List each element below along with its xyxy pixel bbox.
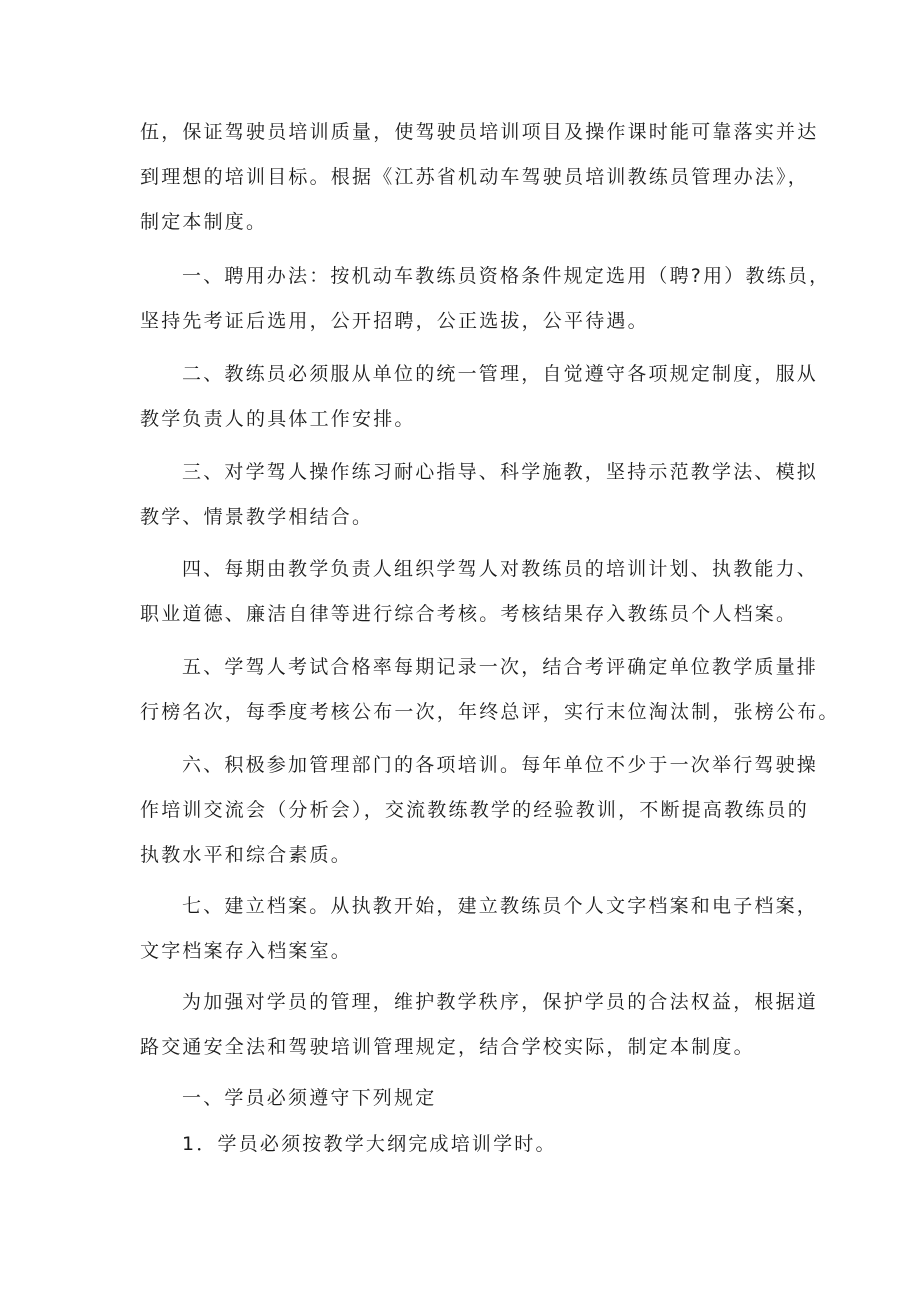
text-line: 作培训交流会（分析会），交流教练教学的经验教训，不断提高教练员的 (140, 799, 809, 821)
paragraph-student-rule-1 (140, 1122, 785, 1167)
paragraph-item-4-assessment (140, 547, 819, 637)
text-line: 七、建立档案。从执教开始，建立教练员个人文字档案和电子档案， (182, 895, 819, 917)
text-line: 文字档案存入档案室。 (140, 940, 353, 962)
text-line: 坚持先考证后选用，公开招聘，公正选拔，公平待遇。 (140, 310, 649, 332)
text-line: 制定本制度。 (140, 211, 268, 233)
paragraph-item-7-archives (140, 884, 819, 974)
text-line: 行榜名次，每季度考核公布一次，年终总评，实行末位淘汰制，张榜公布。 (140, 701, 840, 723)
text-line: 为加强对学员的管理，维护教学秩序，保护学员的合法权益，根据道 (182, 991, 819, 1013)
text-line: 路交通安全法和驾驶培训管理规定，结合学校实际，制定本制度。 (140, 1036, 755, 1058)
text-line: 一、学员必须遵守下列规定 (182, 1087, 437, 1109)
text-line: 教学负责人的具体工作安排。 (140, 408, 416, 430)
text-line: 职业道德、廉洁自律等进行综合考核。考核结果存入教练员个人档案。 (140, 603, 798, 625)
text-line: 四、每期由教学负责人组织学驾人对教练员的培训计划、执教能力、 (182, 558, 819, 580)
text-line: 到理想的培训目标。根据《江苏省机动车驾驶员培训教练员管理办法》， (140, 166, 809, 188)
paragraph-item-5-pass-rate (140, 645, 840, 735)
text-line: 二、教练员必须服从单位的统一管理，自觉遵守各项规定制度，服从 (182, 363, 819, 385)
text-line: 1．学员必须按教学大纲完成培训学时。 (182, 1133, 557, 1155)
text-line: 六、积极参加管理部门的各项培训。每年单位不少于一次举行驾驶操 (182, 754, 819, 776)
paragraph-intro-continuation (140, 110, 819, 245)
paragraph-student-rules-intro (140, 980, 819, 1070)
paragraph-item-3-guidance (140, 450, 819, 540)
text-line: 教学、情景教学相结合。 (140, 506, 374, 528)
paragraph-item-1-hiring (140, 254, 831, 344)
text-line: 三、对学驾人操作练习耐心指导、科学施教，坚持示范教学法、模拟 (182, 461, 819, 483)
paragraph-student-rules-heading (140, 1076, 785, 1121)
paragraph-item-6-training (140, 743, 819, 878)
text-line: 执教水平和综合素质。 (140, 844, 353, 866)
paragraph-item-2-management (140, 352, 819, 442)
text-line: 一、聘用办法：按机动车教练员资格条件规定选用（聘?用）教练员， (182, 265, 831, 287)
text-line: 五、学驾人考试合格率每期记录一次，结合考评确定单位教学质量排 (182, 656, 819, 678)
text-line: 伍，保证驾驶员培训质量，使驾驶员培训项目及操作课时能可靠落实并达 (140, 121, 819, 143)
